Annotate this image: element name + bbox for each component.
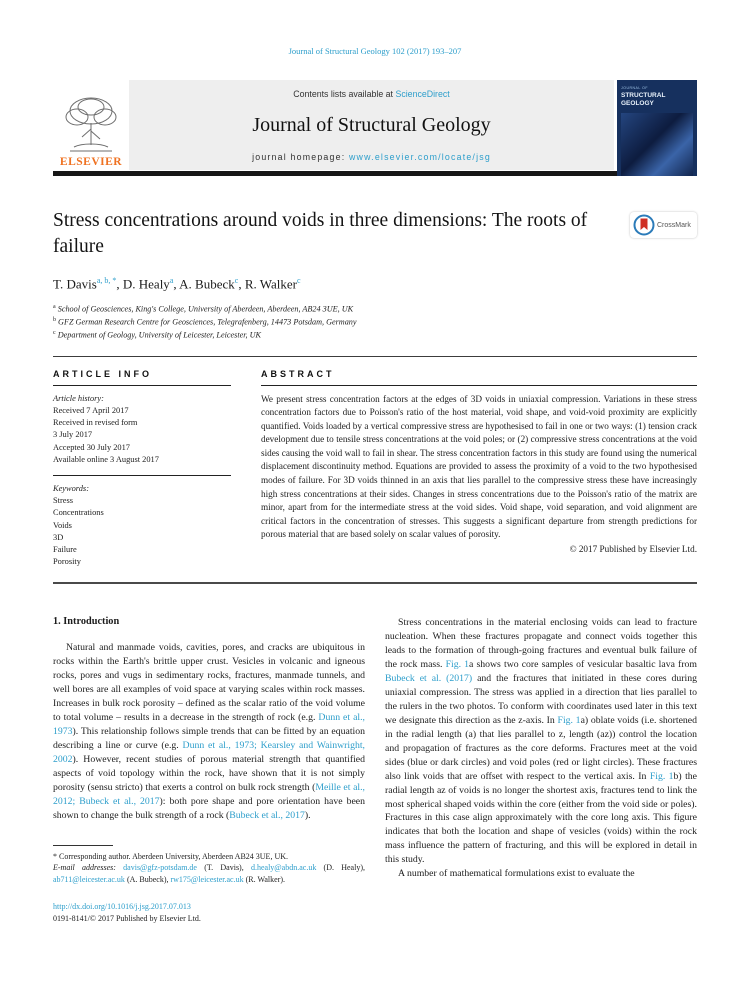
keyword: Porosity xyxy=(53,557,81,567)
citation-link[interactable]: Fig. 1 xyxy=(445,659,470,671)
author-affil-sup[interactable]: a xyxy=(169,276,174,286)
footnote-rule xyxy=(53,845,113,846)
history-label: Article history: xyxy=(53,393,104,403)
keyword: Stress xyxy=(53,496,74,506)
doi-link[interactable]: http://dx.doi.org/10.1016/j.jsg.2017.07.013 xyxy=(53,902,191,912)
elsevier-logo[interactable] xyxy=(53,80,129,170)
contents-prefix: Contents lists available at xyxy=(293,89,396,99)
journal-ref: Journal of Structural Geology 102 (2017) 193–207 xyxy=(288,46,462,56)
journal-title: Journal of Structural Geology xyxy=(252,114,491,136)
citation-link[interactable]: Fig. 1 xyxy=(649,770,674,782)
article-body xyxy=(53,616,697,925)
abstract-heading: ABSTRACT xyxy=(261,368,335,379)
keywords-block xyxy=(53,483,231,568)
elsevier-wordmark: ELSEVIER xyxy=(59,156,123,168)
author-affil-sup[interactable]: c xyxy=(297,276,301,286)
history-line: Received 7 April 2017 xyxy=(53,406,129,416)
intro-paragraph: Stress concentrations in the material enclosing voids can lead to fracture nucleation. When these fractures propagate and connect voids together this leads to the formation of through-going fractures and eventual bulk failure of the rock mass. Fig. 1a shows two core samples of vesicular basaltic lava from Bubeck et al. (2017) and the fractures that initiated in these cores during uniaxial compression. The stress was applied in a direction that lies parallel to the rulers in the two photos. To conform with coordinates used later in this text we designate this direction as the z-axis. In Fig. 1a) oblate voids (i.e. shortened in the radial length (a) that lies parallel to z, length (az)) control the location and propagation of fractures as the core deforms. Fractures meet at the void sides (blue or dark circles) and void poles (red or light circles). These fractures also link voids that are offset with respect to the vertical axis. In Fig. 1b) the radial length az of voids is no longer the shortest axis, fractures tend to link the most spherical shaped voids within the core (either from the void side or poles). Fractures in this case align approximately with the core long axis. This figure indicates that both the location and shape of vesicles (voids) within the rock mass influence the pattern of fracturing, and this will be explored in detail in this study. xyxy=(385,617,698,866)
history-line: Available online 3 August 2017 xyxy=(53,454,159,464)
affiliation-row: $^a$ School of Geosciences, King's College, University of Aberdeen, Aberdeen, AB24 3UE, UK xyxy=(53,303,354,314)
issn-line: 0191-8141/© 2017 Published by Elsevier Ltd. xyxy=(53,914,201,924)
author-name: T. Davis xyxy=(53,276,97,292)
cover-kicker: JOURNAL OF xyxy=(621,86,649,90)
citation-link[interactable]: rw175@leicester.ac.uk xyxy=(170,874,244,884)
author-affil-sup[interactable]: c xyxy=(234,276,239,286)
intro-paragraph: A number of mathematical formulations exist to evaluate the xyxy=(398,868,635,880)
sciencedirect-link[interactable]: ScienceDirect xyxy=(395,89,450,99)
author-list: T. Davis$^{a, b, *}$, D. Healy$^a$, A. Bubeck$^c$, R. Walker$^c$ xyxy=(53,276,301,292)
keyword: 3D xyxy=(53,532,64,542)
divider xyxy=(261,385,697,386)
citation-link[interactable]: ab711@leicester.ac.uk xyxy=(53,874,125,884)
abstract-text: We present stress concentration factors at the edges of 3D voids in uniaxial compression. Variations in these stress concentration factors due to Poisson's ratio of the host material, void shape, and void-void proximity are explicitly quantified. Voids loaded by a vertical compressive stress are hypothesised to fail in one or two ways: (1) tension crack development due to tensile stress concentrations at the void poles; or (2) compressive stress concentrations at the void sides causing the void wall to fail in shear. The stress concentration factors in this study are found using the numerical displacement discontinuity method. Equations are provided to assess the proximity of a void to the two hypothesised modes of failure. For 3D voids thinned in an axis that lies parallel to the compressive stress these have increasingly high stress concentrations at their sides. Changes in stress concentrations due to the Poisson's ratio of the matrix are minor, apart from for the intermediate stress at the void sides. Void shape, void separation, and void alignment are critical factors in the concentration of stresses. This suggests a significant departure from strength predictions for porous material that are based solely on scalar values of porosity. xyxy=(261,393,697,540)
history-line: Received in revised form xyxy=(53,418,138,428)
citation-link[interactable]: Bubeck et al., 2017 xyxy=(229,809,305,821)
history-line: 3 July 2017 xyxy=(53,430,93,440)
elsevier-tree-icon xyxy=(62,95,120,155)
journal-header xyxy=(53,80,697,170)
article-title: Stress concentrations around voids in three dimensions: The roots of failure xyxy=(53,210,588,257)
body-right-column xyxy=(385,616,697,925)
affiliation-row: $^b$ GFZ German Research Centre for Geosciences, Telegrafenberg, 14473 Potsdam, Germany xyxy=(53,316,357,327)
keyword: Failure xyxy=(53,544,77,554)
author-name: D. Healy xyxy=(122,276,170,292)
body-left-column xyxy=(53,616,365,925)
copyright-line: © 2017 Published by Elsevier Ltd. xyxy=(569,543,697,554)
intro-paragraph: Natural and manmade voids, cavities, pores, and cracks are ubiquitous in rocks within the Earth's brittle upper crust. Vesicles in volcanic and igneous rocks, pores and vugs in sedimentary rocks, fractures, manmade tunnels, and well bores are all examples of void space at varying scales within rock masses. Increases in bulk rock porosity – defined as the scalar ratio of the void volume to total volume – results in a decrease in the strength of rock (e.g. Dunn et al., 1973). This relationship follows simple trends that can be fitted by an equation describing a line or curve (e.g. Dunn et al., 1973; Kearsley and Wainwright, 2002). However, recent studies of porous material strength that quantified aspects of void topology within the rock, have shown that it is not simply porosity (sensu stricto) that exerts a control on bulk rock strength (Meille et al., 2012; Bubeck et al., 2017): both pore shape and pore orientation have been shown to change the bulk strength of a rock (Bubeck et al., 2017). xyxy=(53,642,365,821)
title-row xyxy=(53,208,697,259)
crossmark-icon xyxy=(633,214,655,236)
journal-banner xyxy=(129,80,614,170)
homepage-label: journal homepage: xyxy=(252,152,349,162)
journal-cover-thumbnail[interactable] xyxy=(617,80,697,176)
introduction-heading: 1. Introduction xyxy=(53,616,120,628)
header-divider-bar xyxy=(53,171,697,176)
article-info-heading: ARTICLE INFO xyxy=(53,368,152,379)
divider xyxy=(53,475,231,476)
crossmark-badge[interactable] xyxy=(630,212,697,238)
crossmark-label: CrossMark xyxy=(657,221,691,229)
article-info-column xyxy=(53,369,231,568)
affiliation-row: $^c$ Department of Geology, University of Leicester, Leicester, UK xyxy=(53,329,262,340)
history-line: Accepted 30 July 2017 xyxy=(53,442,130,452)
divider xyxy=(53,385,231,386)
abstract-column xyxy=(261,369,697,568)
author-name: A. Bubeck xyxy=(179,276,235,292)
homepage-link[interactable]: www.elsevier.com/locate/jsg xyxy=(349,152,491,162)
footnote-block xyxy=(53,845,365,886)
affiliation-list xyxy=(53,303,697,342)
keyword: Voids xyxy=(53,520,72,530)
keyword: Concentrations xyxy=(53,508,104,518)
citation-link[interactable]: davis@gfz-potsdam.de xyxy=(123,863,197,873)
citation-link[interactable]: Dunn et al., 1973; Kearsley and Wainwright, 2002 xyxy=(53,739,365,765)
author-name: R. Walker xyxy=(244,276,297,292)
citation-link[interactable]: Dunn et al., 1973 xyxy=(53,712,365,737)
cover-image xyxy=(621,113,693,176)
citation-link[interactable]: Meille et al., 2012; Bubeck et al., 2017 xyxy=(53,781,365,807)
article-history xyxy=(53,393,231,466)
citation-link[interactable]: Fig. 1 xyxy=(557,714,581,726)
citation-link[interactable]: Bubeck et al. (2017) xyxy=(385,673,473,685)
section-divider xyxy=(53,582,697,584)
author-affil-sup[interactable]: a, b, * xyxy=(96,276,117,286)
info-abstract-section xyxy=(53,369,697,568)
citation-link[interactable]: d.healy@abdn.ac.uk xyxy=(250,863,317,873)
cover-title: STRUCTURAL GEOLOGY xyxy=(621,92,666,108)
corresponding-author-note: * Corresponding author. Aberdeen University, Aberdeen AB24 3UE, UK. xyxy=(53,851,288,861)
email-addresses-note: E-mail addresses: davis@gfz-potsdam.de (T. Davis), d.healy@abdn.ac.uk (D. Healy), ab711@leicester.ac.uk (A. Bubeck), rw175@leicester.ac.uk (R. Walker). xyxy=(53,863,365,884)
homepage-line xyxy=(252,152,491,162)
keywords-label: Keywords: xyxy=(53,484,89,494)
contents-line xyxy=(293,89,449,99)
doi-block xyxy=(53,901,365,925)
section-divider xyxy=(53,356,697,357)
